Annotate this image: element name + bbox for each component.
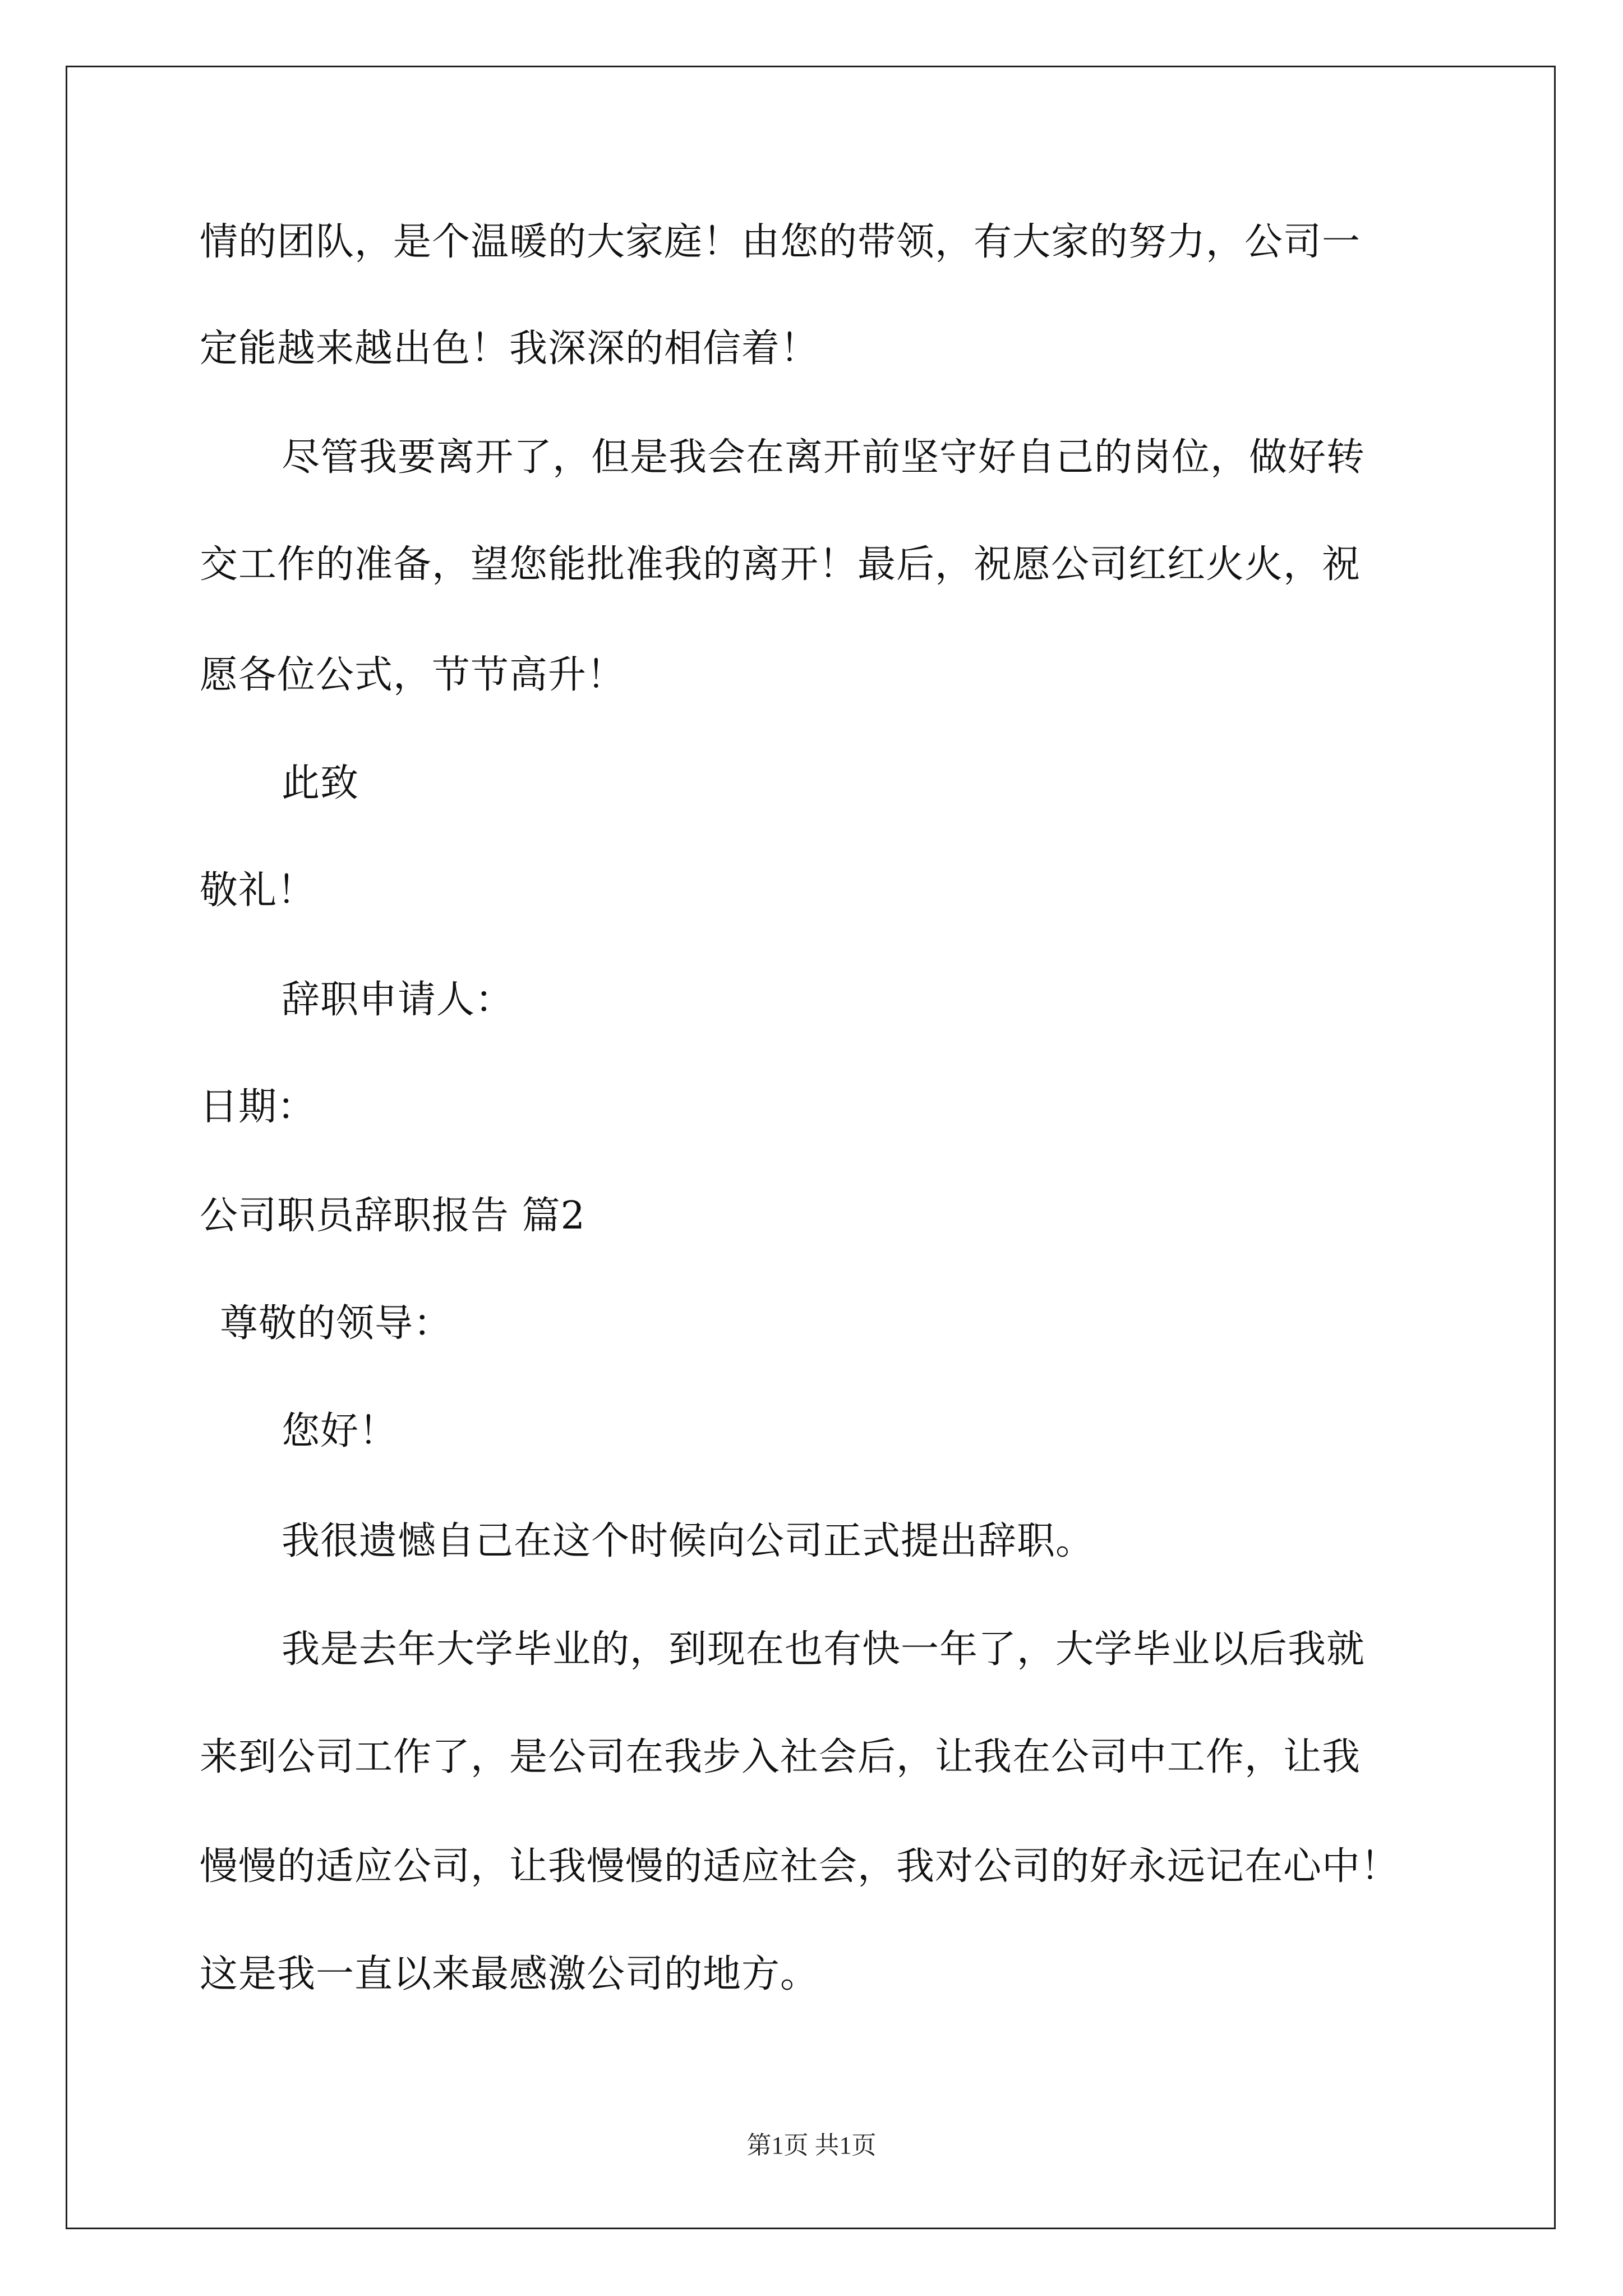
section-title: 公司职员辞职报告 篇2 [200,1194,585,1238]
body-line-4: 交工作的准备，望您能批准我的离开！最后，祝愿公司红红火火，祝 [200,542,1361,587]
body-line-16: 慢慢的适应公司，让我慢慢的适应社会，我对公司的好永远记在心中！ [200,1844,1400,1889]
body-line-3: 尽管我要离开了，但是我会在离开前坚守好自己的岗位，做好转 [282,435,1366,480]
closing-salutation: 此致 [282,761,359,806]
greeting: 尊敬的领导： [220,1301,453,1346]
date-label: 日期： [200,1085,316,1129]
body-line-2: 定能越来越出色！我深深的相信着！ [200,326,819,371]
page-footer: 第1页 共1页 [746,2132,877,2159]
hello-line: 您好！ [282,1409,398,1453]
body-line-14: 我是去年大学毕业的，到现在也有快一年了，大学毕业以后我就 [282,1627,1366,1672]
applicant-label: 辞职申请人： [282,978,514,1022]
body-line-1: 情的团队，是个温暖的大家庭！由您的带领，有大家的努力，公司一 [200,220,1361,264]
body-line-17: 这是我一直以来最感激公司的地方。 [200,1952,819,1996]
body-line-15: 来到公司工作了，是公司在我步入社会后，让我在公司中工作，让我 [200,1735,1361,1779]
body-line-5: 愿各位公式，节节高升！ [200,653,626,697]
closing-regards: 敬礼！ [200,868,316,913]
page-border [66,66,1556,2229]
body-line-13: 我很遗憾自己在这个时候向公司正式提出辞职。 [282,1519,1095,1563]
